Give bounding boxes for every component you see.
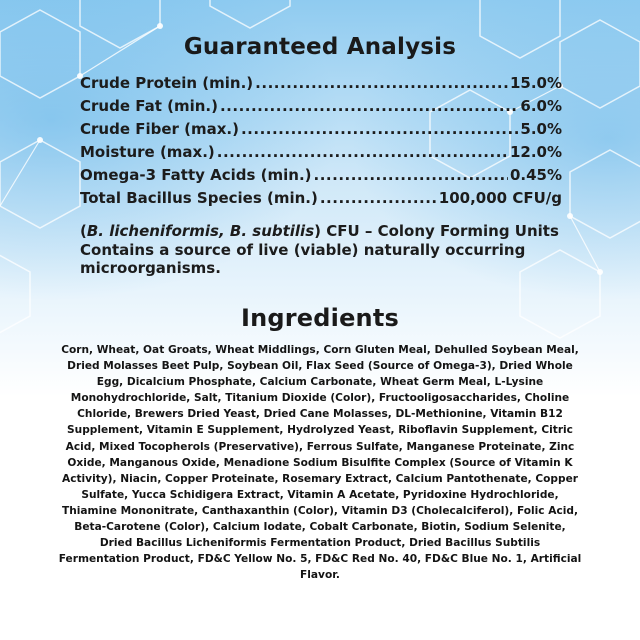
note-live-microorganisms: Contains a source of live (viable) naturally occurring microorganisms. — [80, 240, 526, 277]
analysis-value: 100,000 CFU/g — [438, 189, 562, 207]
analysis-row — [80, 143, 562, 166]
dot-leader — [217, 143, 508, 161]
analysis-value: 5.0% — [520, 120, 562, 138]
analysis-value: 12.0% — [509, 143, 562, 161]
dot-leader — [255, 74, 508, 92]
note-cfu-definition: ) CFU – Colony Forming Units — [314, 222, 559, 240]
ingredients-title: Ingredients — [240, 304, 400, 332]
analysis-row — [80, 166, 562, 189]
analysis-table — [80, 74, 562, 212]
analysis-label: Crude Protein (min.) — [80, 74, 254, 92]
analysis-value: 0.45% — [509, 166, 562, 184]
analysis-label: Crude Fiber (max.) — [80, 120, 239, 138]
analysis-value: 15.0% — [509, 74, 562, 92]
dot-leader — [320, 189, 437, 207]
ingredients-list: Corn, Wheat, Oat Groats, Wheat Middlings, Corn Gluten Meal, Dehulled Soybean Meal, Dried Molasses Beet Pulp, Soybean Oil, Flax Seed (Source of Omega-3), Dried Whole Egg, Dicalcium Phosphate, Calcium Carbonate, Wheat Germ Meal, L-Lysine Monohydrochloride, Salt, Titanium Dioxide (Color), Fructooligosaccharides, Choline Chloride, Brewers Dried Yeast, Dried Cane Molasses, DL-Methionine, Vitamin B12 Supplement, Vitamin E Supplement, Hydrolyzed Yeast, Riboflavin Supplement, Citric Acid, Mixed Tocopherols (Preservative), Ferrous Sulfate, Manganese Proteinate, Zinc Oxide, Manganous Oxide, Menadione Sodium Bisulfite Complex (Source of Vitamin K Activity), Niacin, Copper Proteinate, Rosemary Extract, Calcium Pantothenate, Copper Sulfate, Yucca Schidigera Extract, Vitamin A Acetate, Pyridoxine Hydrochloride, Thiamine Mononitrate, Canthaxanthin (Color), Vitamin D3 (Cholecalciferol), Folic Acid, Beta-Carotene (Color), Calcium Iodate, Cobalt Carbonate, Biotin, Sodium Selenite, Dried Bacillus Licheniformis Fermentation Product, Dried Bacillus Subtilis Fermentation Product, FD&C Yellow No. 5, FD&C Red No. 40, FD&C Blue No. 1, Artificial Flavor. — [58, 344, 582, 582]
cfu-note — [80, 222, 570, 278]
analysis-row — [80, 120, 562, 143]
dot-leader — [241, 120, 518, 138]
analysis-label: Moisture (max.) — [80, 143, 215, 161]
analysis-value: 6.0% — [520, 97, 562, 115]
note-open-paren: ( — [80, 222, 87, 240]
dot-leader — [220, 97, 518, 115]
analysis-row — [80, 74, 562, 97]
analysis-row — [80, 97, 562, 120]
analysis-label: Total Bacillus Species (min.) — [80, 189, 318, 207]
analysis-label: Crude Fat (min.) — [80, 97, 218, 115]
analysis-label: Omega-3 Fatty Acids (min.) — [80, 166, 312, 184]
guaranteed-analysis-title: Guaranteed Analysis — [183, 34, 457, 60]
analysis-row — [80, 189, 562, 212]
note-species: B. licheniformis, B. subtilis — [86, 222, 315, 240]
dot-leader — [314, 166, 508, 184]
